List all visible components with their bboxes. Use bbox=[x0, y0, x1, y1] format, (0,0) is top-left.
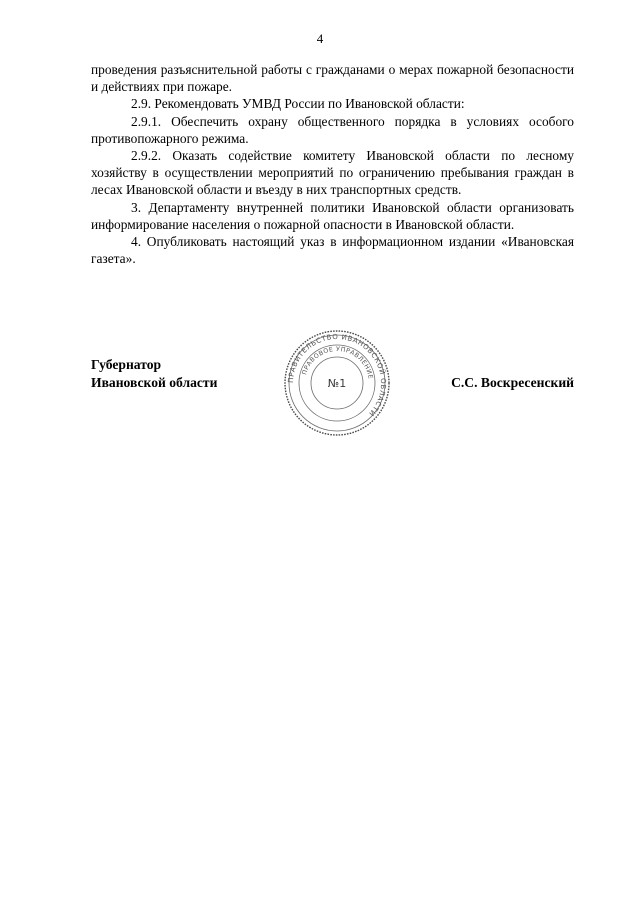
stamp-number: №1 bbox=[327, 377, 347, 390]
official-stamp bbox=[283, 329, 391, 437]
paragraph-2-9: 2.9. Рекомендовать УМВД России по Ивановской области: bbox=[131, 96, 465, 112]
signatory-title bbox=[91, 356, 217, 392]
signatory-title-line2: Ивановской области bbox=[91, 375, 218, 390]
paragraph-continuation: проведения разъяснительной работы с гражданами о мерах пожарной безопасности и действиях при пожаре. bbox=[91, 62, 574, 95]
stamp-inner-text: ПРАВОВОЕ УПРАВЛЕНИЕ bbox=[301, 345, 374, 380]
paragraph-2-9-2: 2.9.2. Оказать содействие комитету Ивановской области по лесному хозяйству в осуществлении мероприятий по ограничению пребывания граждан в лесах Ивановской области и въезду в них транспортных средств. bbox=[91, 148, 574, 198]
page-number: 4 bbox=[316, 31, 324, 46]
document-body bbox=[91, 61, 574, 267]
paragraph-2-9-1: 2.9.1. Обеспечить охрану общественного порядка в условиях особого противопожарного режима. bbox=[91, 113, 574, 146]
signatory-title-line1: Губернатор bbox=[91, 357, 162, 372]
paragraph-3: 3. Департаменту внутренней политики Ивановской области организовать информирование населения о пожарной опасности в Ивановской области. bbox=[91, 199, 574, 232]
stamp-outer-text: ПРАВИТЕЛЬСТВО ИВАНОВСКОЙ ОБЛАСТИ bbox=[286, 332, 388, 418]
paragraph-4: 4. Опубликовать настоящий указ в информационном издании «Ивановская газета». bbox=[91, 234, 574, 267]
signatory-name: С.С. Воскресенский bbox=[451, 375, 574, 390]
